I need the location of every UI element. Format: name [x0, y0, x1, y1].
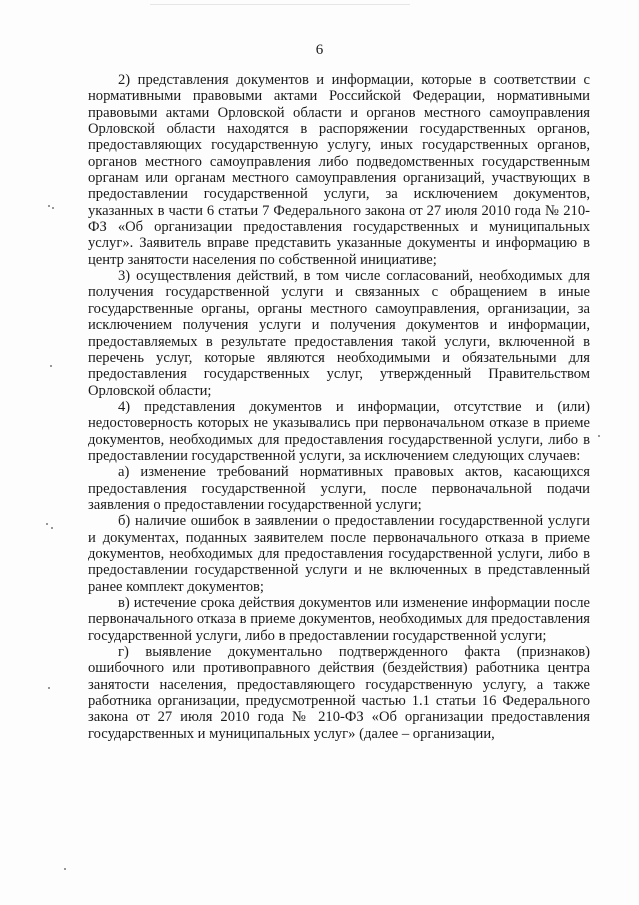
- scan-speck: [598, 435, 600, 437]
- paragraph-item-2: 2) представления документов и информации, которые в соответствии с нормативными правовыми актами Российской Федерации, нормативными правовыми актами Орловской области и органов местного самоуправления Орловской области находятся в распоряжении государственных органов, предоставляющих государственную услугу, иных государственных органов, органов местного самоуправления либо подведомственных государственным органам или органам местного самоуправления организаций, участвующих в предоставлении государственной услуги, за исключением документов, указанных в части 6 статьи 7 Федерального закона от 27 июля 2010 года № 210-ФЗ «Об организации предоставления государственных и муниципальных услуг». Заявитель вправе представить указанные документы и информацию в центр занятости населения по собственной инициативе;: [88, 72, 590, 268]
- scan-speck: [48, 205, 50, 207]
- paragraph-subitem-g: г) выявление документально подтвержденного факта (признаков) ошибочного или противоправного действия (бездействия) работника центра занятости населения, предоставляющего государственную услугу, а также работника организации, предусмотренной частью 1.1 статьи 16 Федерального закона от 27 июля 2010 года № 210-ФЗ «Об организации предоставления государственных и муниципальных услуг» (далее – организации,: [88, 644, 590, 742]
- scan-speck: [48, 687, 50, 689]
- paragraph-item-3: 3) осуществления действий, в том числе согласований, необходимых для получения государственной услуги и связанных с обращением в иные государственные органы, органы местного самоуправления, организации, за исключением получения услуги и получения документов и информации, предоставляемых в результате предоставления такой услуги, включенной в перечень услуг, которые являются необходимыми и обязательными для предоставления государственных услуг, утвержденный Правительством Орловской области;: [88, 268, 590, 399]
- scan-speck: [52, 207, 54, 209]
- page-number: 6: [315, 42, 324, 58]
- scan-speck: [64, 868, 66, 870]
- paragraph-subitem-b: б) наличие ошибок в заявлении о предоставлении государственной услуги и документах, поданных заявителем после первоначального отказа в приеме документов, необходимых для предоставления государственной услуги, либо в предоставлении государственной услуги и не включенных в представленный ранее комплект документов;: [88, 513, 590, 595]
- document-body: [88, 72, 590, 742]
- paragraph-subitem-a: а) изменение требований нормативных правовых актов, касающихся предоставления государственной услуги, после первоначальной подачи заявления о предоставлении государственной услуги;: [88, 464, 590, 513]
- paragraph-item-4: 4) представления документов и информации, отсутствие и (или) недостоверность которых не указывались при первоначальном отказе в приеме документов, необходимых для предоставления государственной услуги, либо в предоставлении государственной услуги, за исключением следующих случаев:: [88, 398, 590, 464]
- scan-speck: [46, 523, 48, 525]
- scan-speck: [51, 527, 53, 529]
- scan-edge-line: [150, 4, 410, 5]
- scan-speck: [50, 365, 52, 367]
- paragraph-subitem-v: в) истечение срока действия документов или изменение информации после первоначального отказа в приеме документов, необходимых для предоставления государственной услуги, либо в предоставлении государственной услуги;: [88, 595, 590, 644]
